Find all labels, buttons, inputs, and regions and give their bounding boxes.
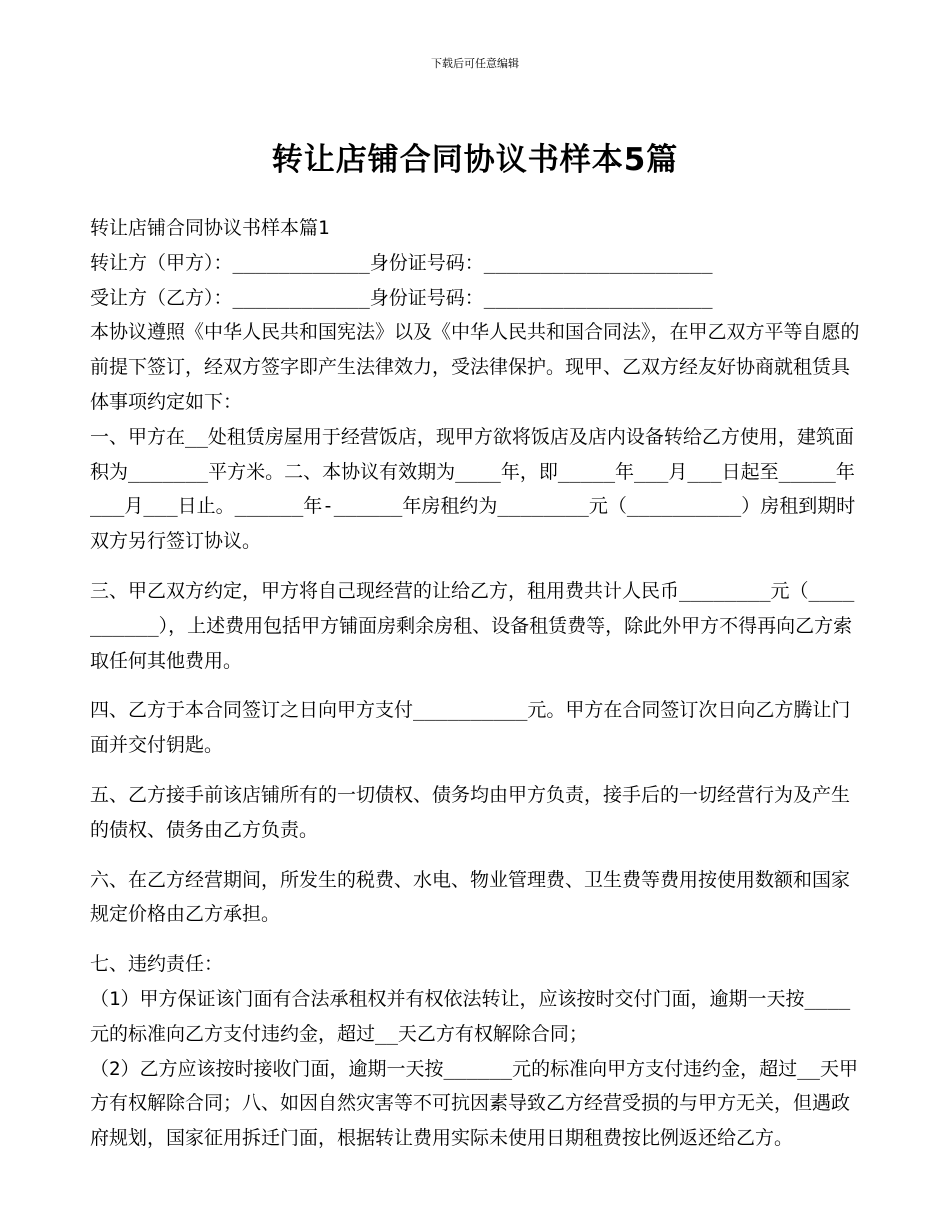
transferor-line: 转让方（甲方）：____________身份证号码：____________________ [90, 251, 713, 274]
document-body [90, 211, 862, 1156]
clause-7-heading: 七、违约责任： [90, 953, 224, 976]
clause-4-paragraph: 四、乙方于本合同签订之日向甲方支付__________元。甲方在合同签订次日向乙方腾让门面并交付钥匙。 [90, 699, 851, 757]
section-heading: 转让店铺合同协议书样本篇1 [90, 217, 330, 239]
clause-7-item-1: （1）甲方保证该门面有合法承租权并有权依法转让，应该按时交付门面，逾期一天按____元的标准向乙方支付违约金，超过__天乙方有权解除合同； [90, 987, 851, 1045]
transferee-line: 受让方（乙方）：____________身份证号码：____________________ [90, 286, 713, 309]
document-title: 转让店铺合同协议书样本5篇 [271, 142, 679, 178]
clause-3-paragraph: 三、甲乙双方约定，甲方将自己现经营的让给乙方，租用费共计人民币________元（__________），上述费用包括甲方铺面房剩余房租、设备租赁费等，除此外甲方不得再向乙方索取任何其他费用。 [90, 579, 855, 672]
clause-6-paragraph: 六、在乙方经营期间，所发生的税费、水电、物业管理费、卫生费等费用按使用数额和国家规定价格由乙方承担。 [90, 868, 851, 926]
clause-1-2-paragraph: 一、甲方在__处租赁房屋用于经营饭店，现甲方欲将饭店及店内设备转给乙方使用，建筑面积为_______平方米。二、本协议有效期为____年，即_____年___月___日起至_____年___月___日止。______年-______年房租约为________元（__________）房租到期时双方另行签订协议。 [90, 425, 856, 553]
clause-7-item-2: （2）乙方应该按时接收门面，逾期一天按______元的标准向甲方支付违约金，超过__天甲方有权解除合同；八、如因自然灾害等不可抗因素导致乙方经营受损的与甲方无关，但遇政府规划，国家征用拆迁门面，根据转让费用实际未使用日期租费按比例返还给乙方。 [90, 1057, 858, 1150]
clause-5-paragraph: 五、乙方接手前该店铺所有的一切债权、债务均由甲方负责，接手后的一切经营行为及产生的债权、债务由乙方负责。 [90, 783, 851, 841]
preamble-paragraph: 本协议遵照《中华人民共和国宪法》以及《中华人民共和国合同法》，在甲乙双方平等自愿的前提下签订，经双方签字即产生法律效力，受法律保护。现甲、乙双方经友好协商就租赁具体事项约定如下： [90, 321, 860, 413]
header-note: 下载后可任意编辑 [431, 57, 519, 70]
